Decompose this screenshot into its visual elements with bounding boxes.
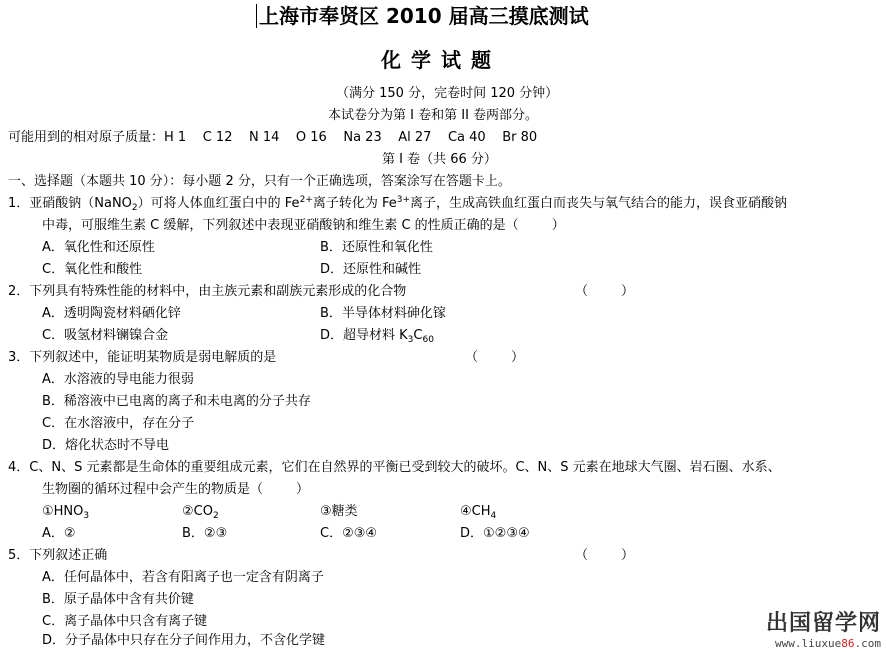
- q2-answer-paren: （ ）: [575, 284, 635, 299]
- subject-title: 化学试题: [381, 48, 501, 72]
- q5-option-d: D．分子晶体中只存在分子间作用力，不含化学键: [42, 633, 326, 648]
- q4-option-d: D．①②③④: [460, 526, 530, 541]
- q1-text-c: 离子转化为 Fe: [312, 196, 397, 211]
- q5-option-b: B．原子晶体中含有共价键: [42, 592, 194, 607]
- part1-title: 第 I 卷（共 66 分）: [382, 152, 497, 167]
- watermark-name: 出国留学网: [765, 611, 881, 636]
- q4-item-1-text: ①HNO: [42, 504, 84, 519]
- watermark-url-num: 86: [841, 637, 855, 650]
- watermark-url-post: .com: [854, 637, 881, 650]
- q2-d-sub1: 3: [407, 335, 414, 345]
- q1-sup-fe2: 2+: [299, 195, 313, 205]
- q1-text-a: 1．亚硝酸钠（NaNO: [8, 196, 132, 211]
- q3-option-a: A．水溶液的导电能力很弱: [42, 372, 194, 387]
- q4-item-2: [182, 503, 219, 521]
- q4-option-a: A．②: [42, 526, 76, 541]
- structure-note: 本试卷分为第 I 卷和第 II 卷两部分。: [328, 108, 539, 123]
- q4-item-1: [42, 503, 89, 521]
- q3-option-c: C．在水溶液中，存在分子: [42, 416, 195, 431]
- q4-item-4-text: ④CH: [460, 504, 491, 519]
- q2-option-b: B．半导体材料砷化镓: [320, 306, 446, 321]
- q2-d-text: D．超导材料 K: [320, 328, 408, 343]
- text-cursor: [256, 4, 257, 28]
- q4-stem-line2: 生物圈的循环过程中会产生的物质是（ ）: [42, 482, 310, 497]
- q2-option-c: C．吸氢材料镧镍合金: [42, 328, 169, 343]
- q1-option-b: B．还原性和氧化性: [320, 240, 433, 255]
- q4-option-b: B．②③: [182, 526, 228, 541]
- q5-option-c: C．离子晶体中只含有离子键: [42, 614, 208, 629]
- watermark-url: [766, 637, 881, 650]
- atomic-masses: 可能用到的相对原子质量：H 1 C 12 N 14 O 16 Na 23 Al 27 Ca 40 Br 80: [8, 130, 538, 145]
- q1-option-c: C．氧化性和酸性: [42, 262, 143, 277]
- q5-stem: 5．下列叙述正确: [8, 548, 108, 563]
- q1-text-d: 离子，生成高铁血红蛋白而丧失与氧气结合的能力，误食亚硝酸钠: [410, 196, 788, 211]
- q3-answer-paren: （ ）: [465, 350, 525, 365]
- q4-item-1-sub: 3: [83, 511, 90, 521]
- site-watermark: [766, 611, 881, 650]
- q4-item-4: [460, 503, 496, 521]
- q2-d-sub2: 60: [422, 335, 434, 345]
- q2-option-a: A．透明陶瓷材料硒化锌: [42, 306, 181, 321]
- q2-option-d: [320, 327, 434, 345]
- q4-item-2-sub: 2: [212, 511, 219, 521]
- q3-stem: 3．下列叙述中，能证明某物质是弱电解质的是: [8, 350, 277, 365]
- q1-option-d: D．还原性和碱性: [320, 262, 422, 277]
- watermark-url-pre: www.liuxue: [775, 637, 842, 650]
- q5-option-a: A．任何晶体中，若含有阳离子也一定含有阴离子: [42, 570, 324, 585]
- q1-stem-line2: 中毒，可服维生素 C 缓解，下列叙述中表现亚硝酸钠和维生素 C 的性质正确的是（ ）: [42, 218, 565, 233]
- q4-item-2-text: ②CO: [182, 504, 213, 519]
- q1-text-b: ）可将人体血红蛋白中的 Fe: [137, 196, 300, 211]
- section1-heading: 一、选择题（本题共 10 分）：每小题 2 分，只有一个正确选项，答案涂写在答题卡上。: [8, 174, 511, 189]
- q2-d-c: C: [413, 328, 423, 343]
- q4-option-c: C．②③④: [320, 526, 378, 541]
- q1-stem-line1: [8, 195, 787, 213]
- q4-item-3: ③糖类: [320, 504, 358, 519]
- q2-stem: 2．下列具有特殊性能的材料中，由主族元素和副族元素形成的化合物: [8, 284, 407, 299]
- q5-answer-paren: （ ）: [575, 548, 635, 563]
- exam-info: （满分 150 分，完卷时间 120 分钟）: [336, 86, 559, 101]
- q3-option-b: B．稀溶液中已电离的离子和未电离的分子共存: [42, 394, 311, 409]
- q4-item-4-sub: 4: [490, 511, 497, 521]
- q1-sup-fe3: 3+: [396, 195, 411, 205]
- exam-title: 上海市奉贤区 2010 届高三摸底测试: [259, 4, 589, 28]
- q1-sub: 2: [131, 203, 138, 213]
- q1-option-a: A．氧化性和还原性: [42, 240, 155, 255]
- q3-option-d: D．熔化状态时不导电: [42, 438, 170, 453]
- q4-stem-line1: 4．C、N、S 元素都是生命体的重要组成元素，它们在自然界的平衡已受到较大的破坏。C、N、S 元素在地球大气圈、岩石圈、水系、: [8, 460, 781, 475]
